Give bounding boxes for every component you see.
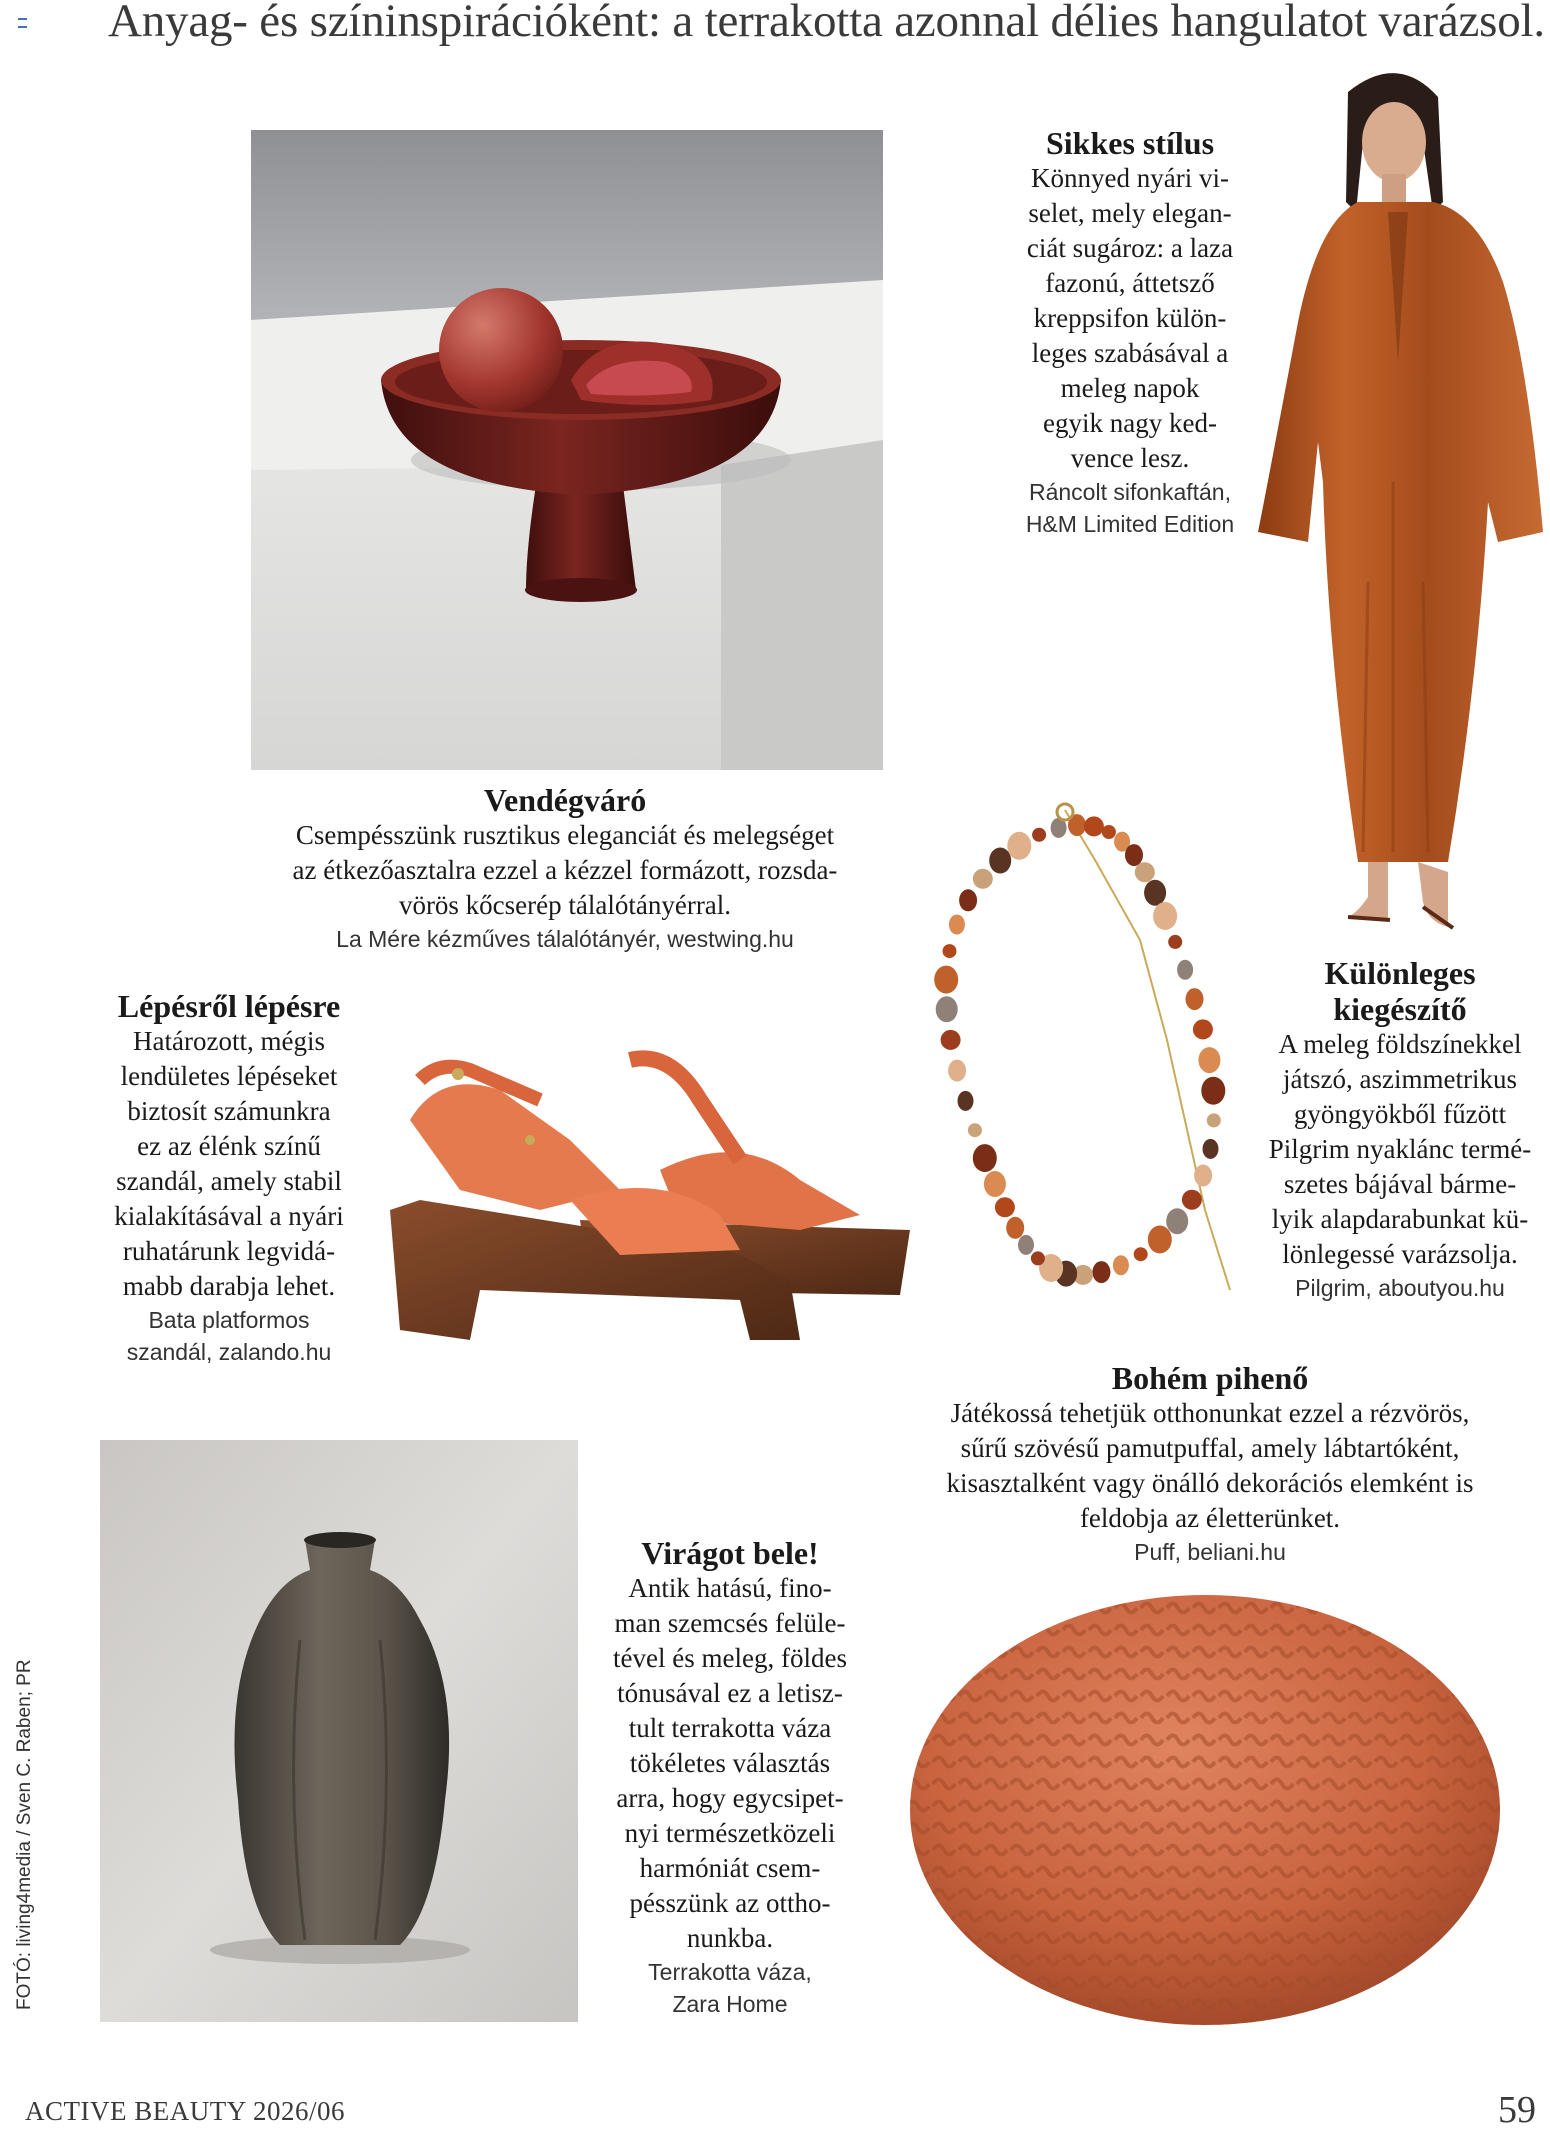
necklace-bead — [1166, 1208, 1188, 1234]
necklace-bead — [1135, 862, 1155, 882]
article-credit: Bata platformos szandál, zalando.hu — [126, 1307, 332, 1365]
necklace-bead — [1177, 960, 1193, 980]
pouf-photo — [905, 1575, 1505, 2035]
article-body: Játékossá tehetjük otthonunkat ezzel a rézvörös, sűrű szövésű pamutpuffal, amely lábtartóként, kisasztalként vagy önálló dekorációs elemként is feldobja az életterünket. — [946, 1398, 1474, 1533]
page-headline: Anyag- és színinspirációként: a terrakotta azonnal délies hangulatot varázsol. — [108, 0, 1545, 47]
article-viragot-bele — [585, 1535, 875, 2020]
necklace-bead — [968, 1123, 982, 1137]
article-sikkes-stilus — [995, 125, 1265, 540]
necklace-bead — [1006, 1217, 1024, 1239]
article-title: Virágot bele! — [641, 1535, 819, 1571]
necklace-bead — [1148, 1226, 1172, 1254]
sandal-photo — [380, 1040, 920, 1385]
necklace-bead — [1125, 844, 1143, 866]
necklace-bead — [1201, 1077, 1225, 1105]
article-credit: Pilgrim, aboutyou.hu — [1295, 1275, 1505, 1301]
necklace-bead — [958, 1091, 974, 1111]
necklace-bead — [1144, 880, 1166, 906]
necklace-bead — [936, 996, 958, 1022]
necklace-bead — [1207, 1113, 1221, 1127]
article-credit: Puff, beliani.hu — [1134, 1539, 1286, 1565]
necklace-bead — [959, 889, 977, 911]
necklace-bead — [1134, 1247, 1148, 1261]
article-body: Könnyed nyári vi- selet, mely elegan- ciát sugároz: a laza fazonú, áttetsző kreppsifon külön- leges szabásával a meleg napok egyik nagy ked- vence lesz. — [1026, 163, 1234, 473]
necklace-bead — [1168, 935, 1182, 949]
necklace-bead — [1007, 832, 1031, 860]
bowl-photo — [251, 130, 883, 770]
article-bohem-piheno — [905, 1360, 1515, 1568]
necklace-bead — [973, 1144, 997, 1172]
necklace-bead — [995, 1197, 1015, 1217]
article-credit: Terrakotta váza, Zara Home — [648, 1959, 812, 2017]
necklace-bead — [948, 1060, 966, 1082]
necklace-bead — [1203, 1139, 1219, 1159]
article-title: Sikkes stílus — [1045, 125, 1215, 161]
magazine-issue: ACTIVE BEAUTY 2026/06 — [25, 2096, 345, 2126]
necklace-bead — [1153, 902, 1177, 930]
caftan-model-photo — [1248, 62, 1548, 932]
article-kulonleges-kiegeszito — [1250, 955, 1550, 1304]
article-title: Különleges kiegészítő — [1324, 955, 1476, 1027]
necklace-bead — [1186, 988, 1204, 1010]
article-body: Határozott, mégis lendületes lépéseket biztosít számunkra ez az élénk színű szandál, amely stabil kialakításával a nyári ruhatárunk legvidá- mabb darabja lehet. — [114, 1026, 344, 1301]
necklace-bead — [1194, 1165, 1212, 1187]
necklace-bead — [1102, 825, 1116, 839]
necklace-photo — [905, 800, 1260, 1310]
necklace-bead — [1198, 1047, 1220, 1073]
necklace-bead — [984, 1171, 1006, 1197]
article-body: Csempésszünk rusztikus eleganciát és melegséget az étkezőasztalra ezzel a kézzel formázott, rozsda- vörös kőcserép tálalótányérral. — [292, 820, 838, 920]
page-number: 59 — [1498, 2089, 1536, 2131]
article-title: Vendégváró — [483, 782, 647, 818]
necklace-bead — [973, 869, 993, 889]
necklace-bead — [1018, 1235, 1034, 1255]
page-corner-mark — [18, 18, 27, 28]
article-credit: La Mére kézműves tálalótányér, westwing.hu — [336, 926, 794, 952]
photo-credit: FOTÓ: living4media / Sven C. Raben; PR — [14, 1659, 35, 2010]
necklace-bead — [1193, 1019, 1213, 1039]
necklace-bead — [1113, 1255, 1129, 1275]
article-body: A meleg földszínekkel játszó, aszimmetrikus gyöngyökből fűzött Pilgrim nyaklánc termé- szetes bájával bárme- lyik alapdarabunkat kü- lönlegessé varázsolja. — [1268, 1029, 1532, 1269]
necklace-bead — [949, 915, 965, 935]
article-lepesrol-lepesre — [88, 988, 370, 1368]
article-vendegvaro — [240, 782, 890, 955]
vase-photo — [100, 1440, 578, 2022]
necklace-bead — [1031, 1251, 1045, 1265]
article-title: Lépésről lépésre — [117, 988, 341, 1024]
necklace-bead — [1084, 816, 1104, 836]
necklace-bead — [941, 1030, 961, 1050]
article-title: Bohém pihenő — [1111, 1360, 1309, 1396]
article-body: Antik hatású, fino- man szemcsés felüle- tével és meleg, földes tónusával ez a letisz- tult terrakotta váza tökéletes választás arra, hogy egycsipet- nyi természetközeli harmóniát csem- pésszünk az ottho- nunkba. — [613, 1573, 847, 1953]
necklace-bead — [1092, 1261, 1110, 1283]
article-credit: Ráncolt sifonkaftán, H&M Limited Edition — [1025, 479, 1235, 537]
necklace-bead — [1182, 1190, 1202, 1210]
necklace-bead — [934, 966, 958, 994]
necklace-bead — [943, 944, 957, 958]
necklace-bead — [989, 848, 1011, 874]
necklace-bead — [1032, 828, 1046, 842]
